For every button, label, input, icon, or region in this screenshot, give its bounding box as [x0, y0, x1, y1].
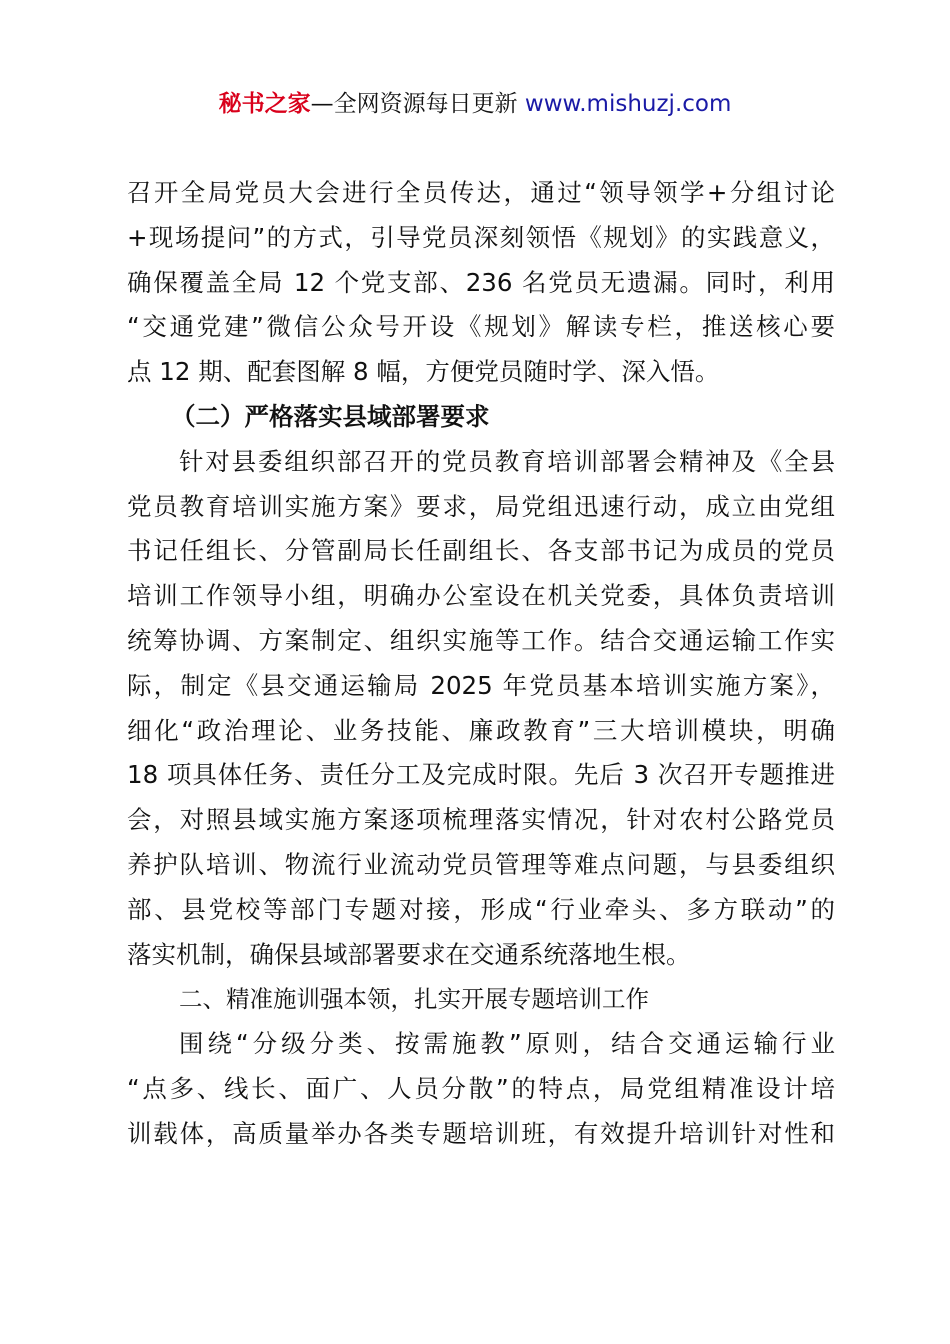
body-line: “点多、线长、面广、人员分散”的特点，局党组精准设计培	[127, 1073, 835, 1103]
body-line: 训载体，高质量举办各类专题培训班，有效提升培训针对性和	[127, 1118, 835, 1148]
subsection-heading: （二）严格落实县域部署要求	[171, 401, 490, 431]
body-line: 针对县委组织部召开的党员教育培训部署会精神及《全县	[179, 446, 835, 476]
document-body	[127, 171, 835, 1157]
body-line: 点 12 期、配套图解 8 幅，方便党员随时学、深入悟。	[127, 357, 720, 387]
site-url-link[interactable]: www.mishuzj.com	[524, 91, 732, 117]
body-line: 落实机制，确保县域部署要求在交通系统落地生根。	[127, 939, 691, 969]
body-line: 统筹协调、方案制定、组织实施等工作。结合交通运输工作实	[127, 625, 835, 655]
site-header	[0, 86, 950, 122]
section-heading: 二、精准施训强本领，扎实开展专题培训工作	[179, 985, 649, 1014]
site-tagline: —全网资源每日更新	[310, 91, 525, 117]
body-line: 部、县党校等部门专题对接，形成“行业牵头、多方联动”的	[127, 894, 835, 924]
body-line: 召开全局党员大会进行全员传达，通过“领导领学+分组讨论	[127, 178, 835, 207]
body-line: 细化“政治理论、业务技能、廉政教育”三大培训模块，明确	[127, 715, 835, 745]
body-line: +现场提问”的方式，引导党员深刻领悟《规划》的实践意义，	[127, 222, 835, 252]
body-line: 党员教育培训实施方案》要求，局党组迅速行动，成立由党组	[127, 491, 835, 521]
body-line: 书记任组长、分管副局长任副组长、各支部书记为成员的党员	[127, 536, 835, 566]
body-line: 18 项具体任务、责任分工及完成时限。先后 3 次召开专题推进	[127, 760, 835, 790]
body-line: 会，对照县域实施方案逐项梳理落实情况，针对农村公路党员	[127, 805, 835, 835]
site-brand: 秘书之家	[218, 91, 311, 117]
body-line: 养护队培训、物流行业流动党员管理等难点问题，与县委组织	[127, 849, 835, 879]
body-line: 际，制定《县交通运输局 2025 年党员基本培训实施方案》，	[127, 670, 835, 700]
body-line: 围绕“分级分类、按需施教”原则，结合交通运输行业	[179, 1029, 835, 1059]
body-line: 培训工作领导小组，明确办公室设在机关党委，具体负责培训	[127, 581, 835, 611]
body-line: 确保覆盖全局 12 个党支部、236 名党员无遗漏。同时，利用	[127, 267, 835, 297]
body-line: “交通党建”微信公众号开设《规划》解读专栏，推送核心要	[127, 312, 835, 342]
